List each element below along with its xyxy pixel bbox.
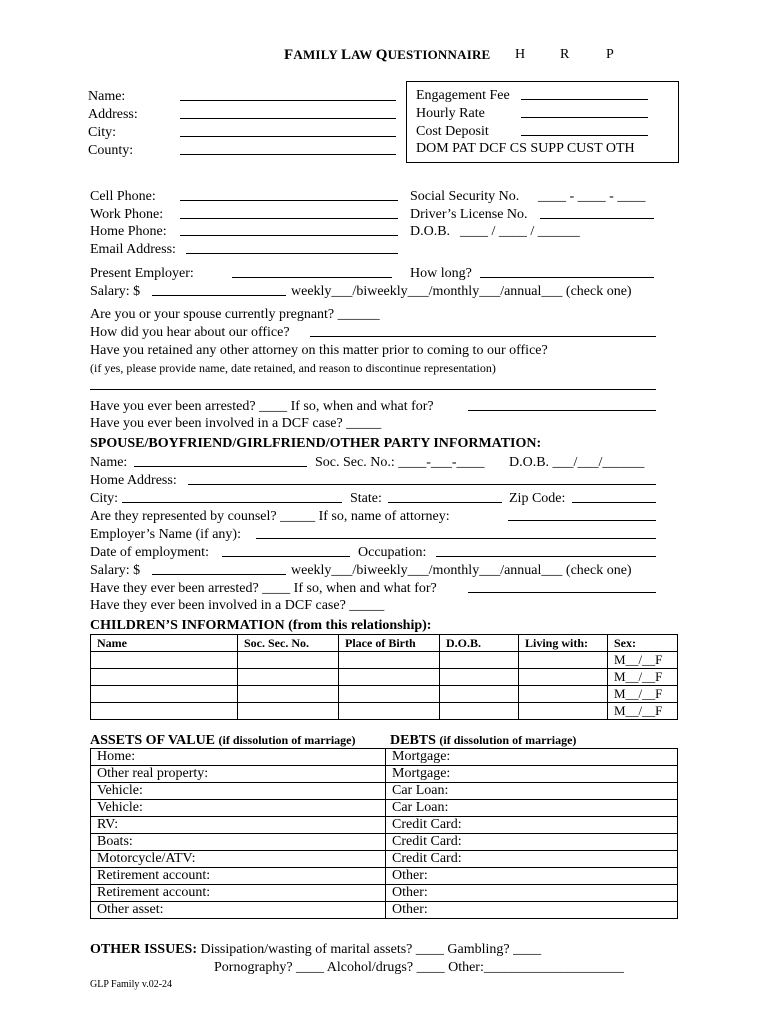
engagement-fee-label: Engagement Fee [416, 88, 510, 103]
child-name-cell[interactable] [91, 652, 238, 669]
asset-cell[interactable]: Vehicle: [91, 783, 386, 800]
child-name-cell[interactable] [91, 669, 238, 686]
col-living-with: Living with: [519, 635, 608, 652]
child-dob-cell[interactable] [440, 652, 519, 669]
mark-h: H [515, 47, 526, 62]
spouse-occupation-field[interactable] [436, 544, 656, 562]
asset-cell[interactable]: RV: [91, 817, 386, 834]
child-ssn-cell[interactable] [238, 686, 339, 703]
retained-note: (if yes, please provide name, date retained, and reason to discontinue representation) [90, 361, 496, 375]
present-employer-label: Present Employer: [90, 266, 194, 281]
spouse-attorney-field[interactable] [508, 508, 656, 526]
debt-cell[interactable]: Other: [386, 902, 678, 919]
pregnant-question[interactable]: Are you or your spouse currently pregnant? ______ [90, 307, 380, 322]
salary-field[interactable] [152, 283, 286, 301]
debt-cell[interactable]: Mortgage: [386, 766, 678, 783]
email-field[interactable] [186, 241, 398, 259]
spouse-name-label: Name: [90, 455, 128, 470]
debt-cell[interactable]: Credit Card: [386, 834, 678, 851]
spouse-ssn[interactable]: Soc. Sec. No.: ____-___-____ [315, 455, 485, 470]
table-row [91, 686, 678, 703]
present-employer-field[interactable] [232, 265, 392, 283]
drivers-license-label: Driver’s License No. [410, 207, 528, 222]
debt-cell[interactable]: Other: [386, 868, 678, 885]
spouse-employment-date-label: Date of employment: [90, 545, 209, 560]
arrested-field[interactable] [468, 398, 656, 416]
page-title: FAMILY LAW QUESTIONNAIRE [284, 47, 491, 63]
asset-cell[interactable]: Home: [91, 749, 386, 766]
spouse-employment-date-field[interactable] [222, 544, 350, 562]
city-field[interactable] [180, 124, 396, 142]
child-sex-cell[interactable]: M__/__F [608, 669, 678, 686]
dcf-question[interactable]: Have you ever been involved in a DCF case? _____ [90, 416, 382, 431]
child-pob-cell[interactable] [339, 703, 440, 720]
spouse-city-field[interactable] [122, 490, 342, 508]
asset-debt-row [91, 834, 678, 851]
children-heading: CHILDREN’S INFORMATION (from this relationship): [90, 618, 432, 633]
other-issue-field[interactable]: ____________________ [483, 960, 624, 975]
other-issues-heading: OTHER ISSUES: [90, 942, 197, 957]
child-dob-cell[interactable] [440, 703, 519, 720]
asset-debt-row [91, 749, 678, 766]
spouse-state-field[interactable] [388, 490, 502, 508]
asset-debt-row [91, 885, 678, 902]
spouse-zip-field[interactable] [572, 490, 656, 508]
spouse-salary-label: Salary: $ [90, 563, 141, 578]
other-issues-line2[interactable]: Pornography? ____ Alcohol/drugs? ____ Other:____________________ [214, 960, 624, 975]
spouse-zip-label: Zip Code: [509, 491, 566, 506]
table-row [91, 669, 678, 686]
debt-cell[interactable]: Other: [386, 885, 678, 902]
child-ssn-cell[interactable] [238, 669, 339, 686]
col-dob: D.O.B. [440, 635, 519, 652]
drivers-license-field[interactable] [540, 206, 654, 224]
hourly-rate-field[interactable] [521, 105, 648, 123]
child-sex-cell[interactable]: M__/__F [608, 652, 678, 669]
home-phone-label: Home Phone: [90, 224, 167, 239]
spouse-address-label: Home Address: [90, 473, 177, 488]
child-dob-cell[interactable] [440, 686, 519, 703]
footer-version: GLP Family v.02-24 [90, 979, 173, 990]
work-phone-field[interactable] [180, 206, 398, 224]
spouse-address-field[interactable] [188, 472, 656, 490]
county-field[interactable] [180, 142, 396, 160]
ssn-label: Social Security No. [410, 189, 520, 204]
asset-debt-row [91, 851, 678, 868]
child-ssn-cell[interactable] [238, 652, 339, 669]
spouse-represented-label: Are they represented by counsel? _____ If so, name of attorney: [90, 509, 450, 524]
cost-deposit-label: Cost Deposit [416, 124, 489, 139]
spouse-heading: SPOUSE/BOYFRIEND/GIRLFRIEND/OTHER PARTY INFORMATION: [90, 436, 542, 451]
debts-heading: DEBTS (if dissolution of marriage) [390, 733, 577, 748]
hear-about-question: How did you hear about our office? [90, 325, 290, 340]
asset-debt-row [91, 783, 678, 800]
children-table [90, 634, 678, 720]
salary-frequency[interactable]: weekly___/biweekly___/monthly___/annual___ (check one) [291, 284, 632, 299]
child-name-cell[interactable] [91, 703, 238, 720]
county-label: County: [88, 143, 134, 158]
asset-cell[interactable]: Boats: [91, 834, 386, 851]
asset-debt-row [91, 817, 678, 834]
mark-r: R [560, 47, 570, 62]
cell-phone-field[interactable] [180, 188, 398, 206]
spouse-arrested-field[interactable] [468, 580, 656, 598]
child-pob-cell[interactable] [339, 652, 440, 669]
how-long-field[interactable] [480, 265, 654, 283]
how-long-label: How long? [410, 266, 472, 281]
name-label: Name: [88, 89, 126, 104]
hear-about-field[interactable] [310, 324, 656, 342]
child-dob-cell[interactable] [440, 669, 519, 686]
asset-debt-row [91, 766, 678, 783]
assets-debts-table [90, 748, 678, 919]
dob-field[interactable]: ____ / ____ / ______ [460, 224, 580, 239]
retained-question: Have you retained any other attorney on this matter prior to coming to our office? [90, 343, 548, 358]
debt-cell[interactable]: Car Loan: [386, 800, 678, 817]
col-place-of-birth: Place of Birth [339, 635, 440, 652]
hourly-rate-label: Hourly Rate [416, 106, 485, 121]
assets-heading: ASSETS OF VALUE (if dissolution of marriage) [90, 733, 356, 748]
asset-cell[interactable]: Vehicle: [91, 800, 386, 817]
spouse-salary-frequency[interactable]: weekly___/biweekly___/monthly___/annual___ (check one) [291, 563, 632, 578]
child-living-cell[interactable] [519, 686, 608, 703]
salary-label: Salary: $ [90, 284, 141, 299]
email-label: Email Address: [90, 242, 176, 257]
debt-cell[interactable]: Car Loan: [386, 783, 678, 800]
address-field[interactable] [180, 106, 396, 124]
other-issues-questions-1[interactable]: Dissipation/wasting of marital assets? ____ Gambling? ____ [200, 942, 542, 957]
arrested-question: Have you ever been arrested? ____ If so, when and what for? [90, 399, 434, 414]
city-label: City: [88, 125, 117, 140]
spouse-name-field[interactable] [134, 454, 307, 472]
child-sex-cell[interactable]: M__/__F [608, 703, 678, 720]
child-pob-cell[interactable] [339, 669, 440, 686]
spouse-dob[interactable]: D.O.B. ___/___/______ [509, 455, 645, 470]
address-label: Address: [88, 107, 138, 122]
other-issues-line1 [90, 941, 541, 958]
col-ssn: Soc. Sec. No. [238, 635, 339, 652]
table-row [91, 703, 678, 720]
spouse-city-label: City: [90, 491, 119, 506]
asset-cell[interactable]: Other real property: [91, 766, 386, 783]
child-living-cell[interactable] [519, 652, 608, 669]
debt-cell[interactable]: Mortgage: [386, 749, 678, 766]
asset-debt-row [91, 868, 678, 885]
col-sex: Sex: [608, 635, 678, 652]
asset-cell[interactable]: Other asset: [91, 902, 386, 919]
name-field[interactable] [180, 88, 396, 106]
children-header-row [91, 635, 678, 652]
asset-cell[interactable]: Retirement account: [91, 868, 386, 885]
child-sex-cell[interactable]: M__/__F [608, 686, 678, 703]
cost-deposit-field[interactable] [521, 123, 648, 141]
child-living-cell[interactable] [519, 703, 608, 720]
asset-cell[interactable]: Retirement account: [91, 885, 386, 902]
spouse-occupation-label: Occupation: [358, 545, 427, 560]
spouse-dcf-question[interactable]: Have they ever been involved in a DCF case? _____ [90, 598, 385, 613]
debt-cell[interactable]: Credit Card: [386, 817, 678, 834]
dob-label: D.O.B. [410, 224, 451, 239]
spouse-salary-field[interactable] [152, 562, 286, 580]
home-phone-field[interactable] [180, 223, 398, 241]
debt-cell[interactable]: Credit Card: [386, 851, 678, 868]
case-types: DOM PAT DCF CS SUPP CUST OTH [416, 141, 635, 156]
child-pob-cell[interactable] [339, 686, 440, 703]
child-living-cell[interactable] [519, 669, 608, 686]
spouse-arrested-question: Have they ever been arrested? ____ If so, when and what for? [90, 581, 437, 596]
retained-field[interactable] [90, 377, 656, 395]
spouse-employer-field[interactable] [256, 526, 656, 544]
child-name-cell[interactable] [91, 686, 238, 703]
spouse-employer-label: Employer’s Name (if any): [90, 527, 241, 542]
engagement-fee-field[interactable] [521, 87, 648, 105]
mark-p: P [606, 47, 614, 62]
asset-cell[interactable]: Motorcycle/ATV: [91, 851, 386, 868]
asset-debt-row [91, 800, 678, 817]
col-name: Name [91, 635, 238, 652]
asset-debt-row [91, 902, 678, 919]
cell-phone-label: Cell Phone: [90, 189, 156, 204]
child-ssn-cell[interactable] [238, 703, 339, 720]
table-row [91, 652, 678, 669]
spouse-state-label: State: [350, 491, 382, 506]
work-phone-label: Work Phone: [90, 207, 164, 222]
ssn-field[interactable]: ____ - ____ - ____ [538, 189, 646, 204]
